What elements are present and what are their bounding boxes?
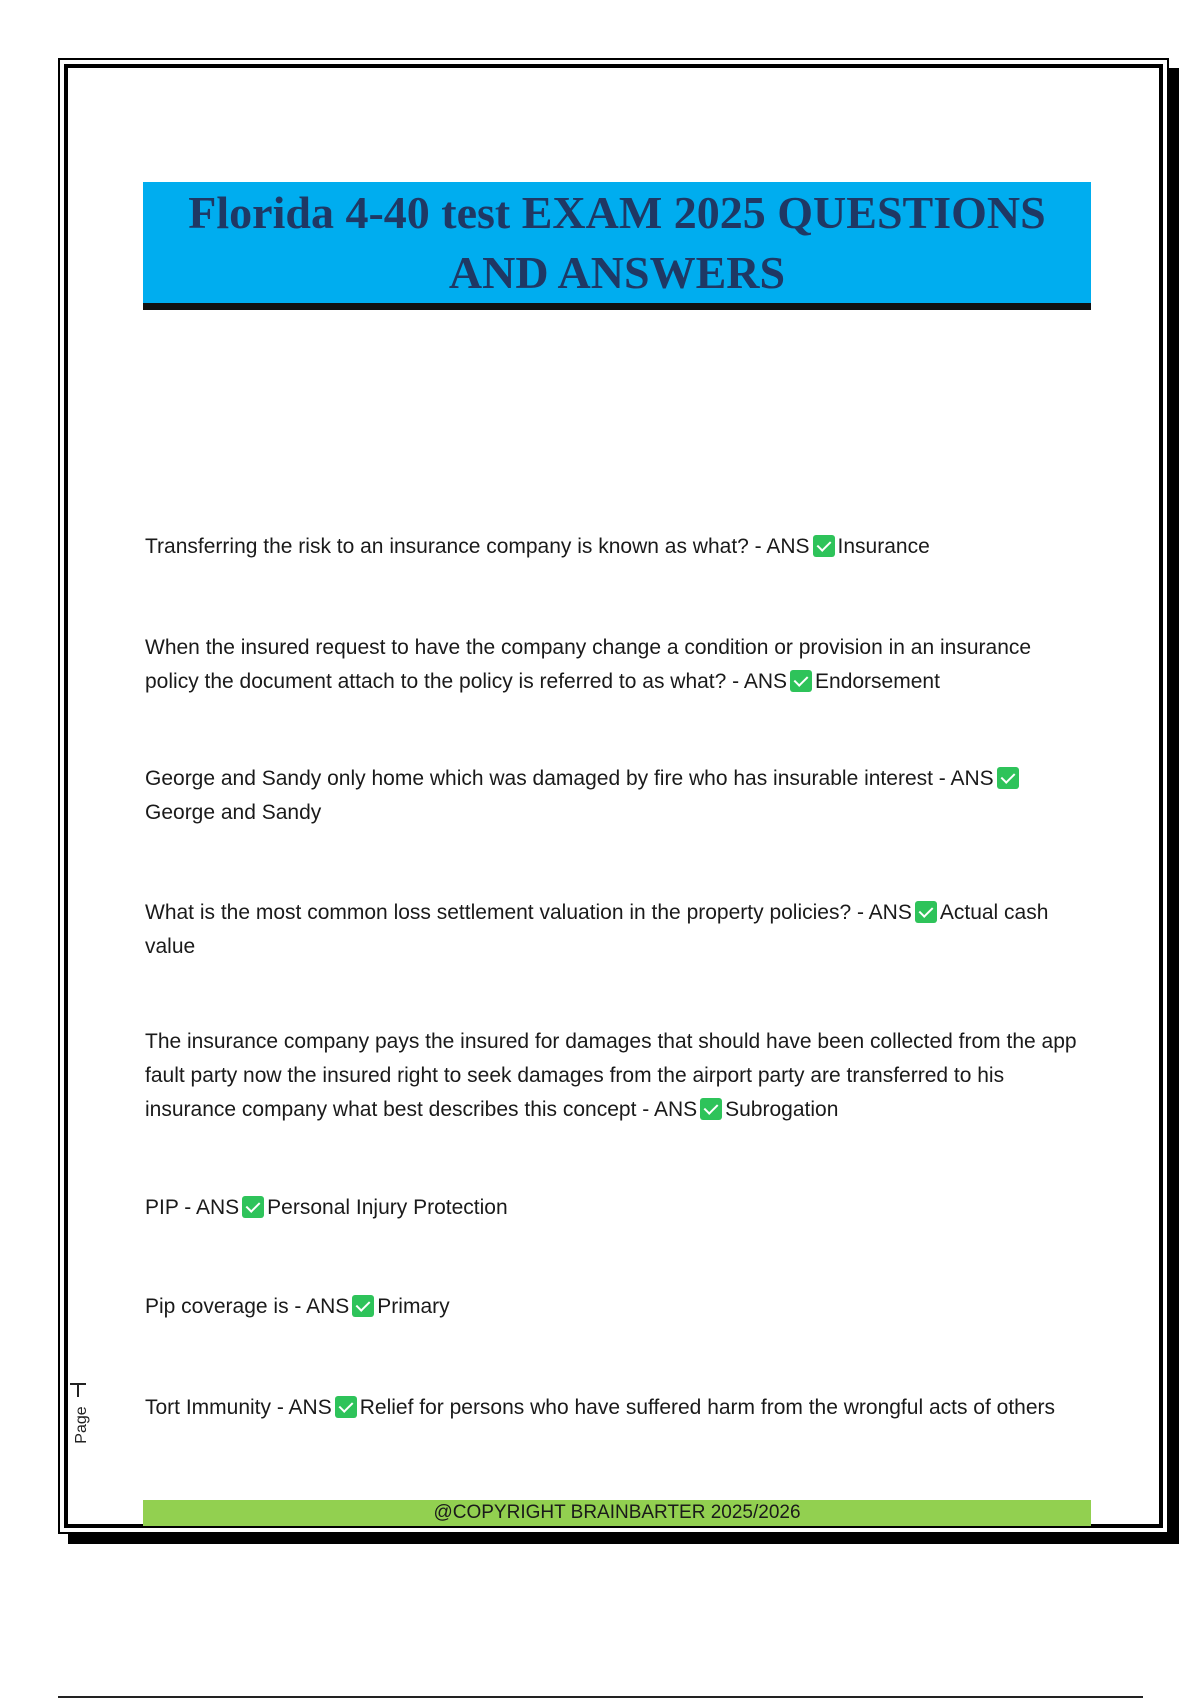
qa-item [145, 1191, 1090, 1225]
page-number-tick [77, 1383, 79, 1397]
question-text: Tort Immunity - [145, 1396, 289, 1419]
title-banner [143, 182, 1091, 310]
qa-item [145, 631, 1090, 699]
ans-label: ANS [743, 670, 788, 693]
ans-label: ANS [288, 1396, 332, 1419]
answer-text: Insurance [837, 535, 930, 558]
check-mark-icon [700, 1098, 722, 1120]
answer-text: Personal Injury Protection [267, 1196, 508, 1219]
check-mark-icon [813, 535, 835, 557]
check-mark-icon [352, 1295, 374, 1317]
copyright-footer [143, 1500, 1091, 1526]
answer-text: Primary [377, 1295, 450, 1318]
check-mark-icon [790, 670, 812, 692]
ans-label: ANS [868, 901, 912, 924]
qa-item [145, 1025, 1090, 1127]
check-mark-icon [997, 767, 1019, 789]
qa-item [145, 530, 1090, 564]
ans-label: ANS [195, 1196, 240, 1219]
question-text: Pip coverage is - [145, 1295, 307, 1318]
qa-item [145, 762, 1090, 830]
answer-text: Actual cash value [145, 901, 1049, 958]
bottom-divider [58, 1696, 1143, 1698]
check-mark-icon [915, 901, 937, 923]
ans-label: ANS [950, 767, 994, 790]
ans-label: ANS [766, 535, 810, 558]
question-text: PIP - [145, 1196, 196, 1219]
page-title [178, 183, 1055, 303]
answer-text: Relief for persons who have suffered harm from the wrongful acts of others [359, 1396, 1056, 1419]
ans-label: ANS [306, 1295, 350, 1318]
title-line-1: Florida 4-40 test EXAM 2025 QUESTIONS [188, 186, 1046, 238]
question-text: When the insured request to have the company change a condition or provision in an insurance policy the document attach to the policy is referred to as what? - [145, 636, 1032, 693]
answer-text: Subrogation [725, 1098, 839, 1121]
check-mark-icon [335, 1396, 357, 1418]
question-text: The insurance company pays the insured for damages that should have been collected from the app fault party now the insured right to seek damages from the airport party are transferred to his insurance company what best describes this concept - [145, 1030, 1077, 1121]
title-line-2: AND ANSWERS [448, 246, 786, 298]
answer-text: Endorsement [815, 670, 940, 693]
question-text: George and Sandy only home which was damaged by fire who has insurable interest - [145, 767, 951, 790]
copyright-text: @COPYRIGHT BRAINBARTER 2025/2026 [433, 1502, 801, 1523]
check-mark-icon [242, 1196, 264, 1218]
qa-item [145, 896, 1090, 964]
ans-label: ANS [653, 1098, 698, 1121]
page-label: Page [73, 1406, 90, 1444]
qa-item [145, 1290, 1090, 1324]
question-text: What is the most common loss settlement valuation in the property policies? - [145, 901, 869, 924]
qa-item [145, 1391, 1090, 1425]
answer-text: George and Sandy [145, 801, 322, 824]
question-text: Transferring the risk to an insurance company is known as what? - [145, 535, 767, 558]
